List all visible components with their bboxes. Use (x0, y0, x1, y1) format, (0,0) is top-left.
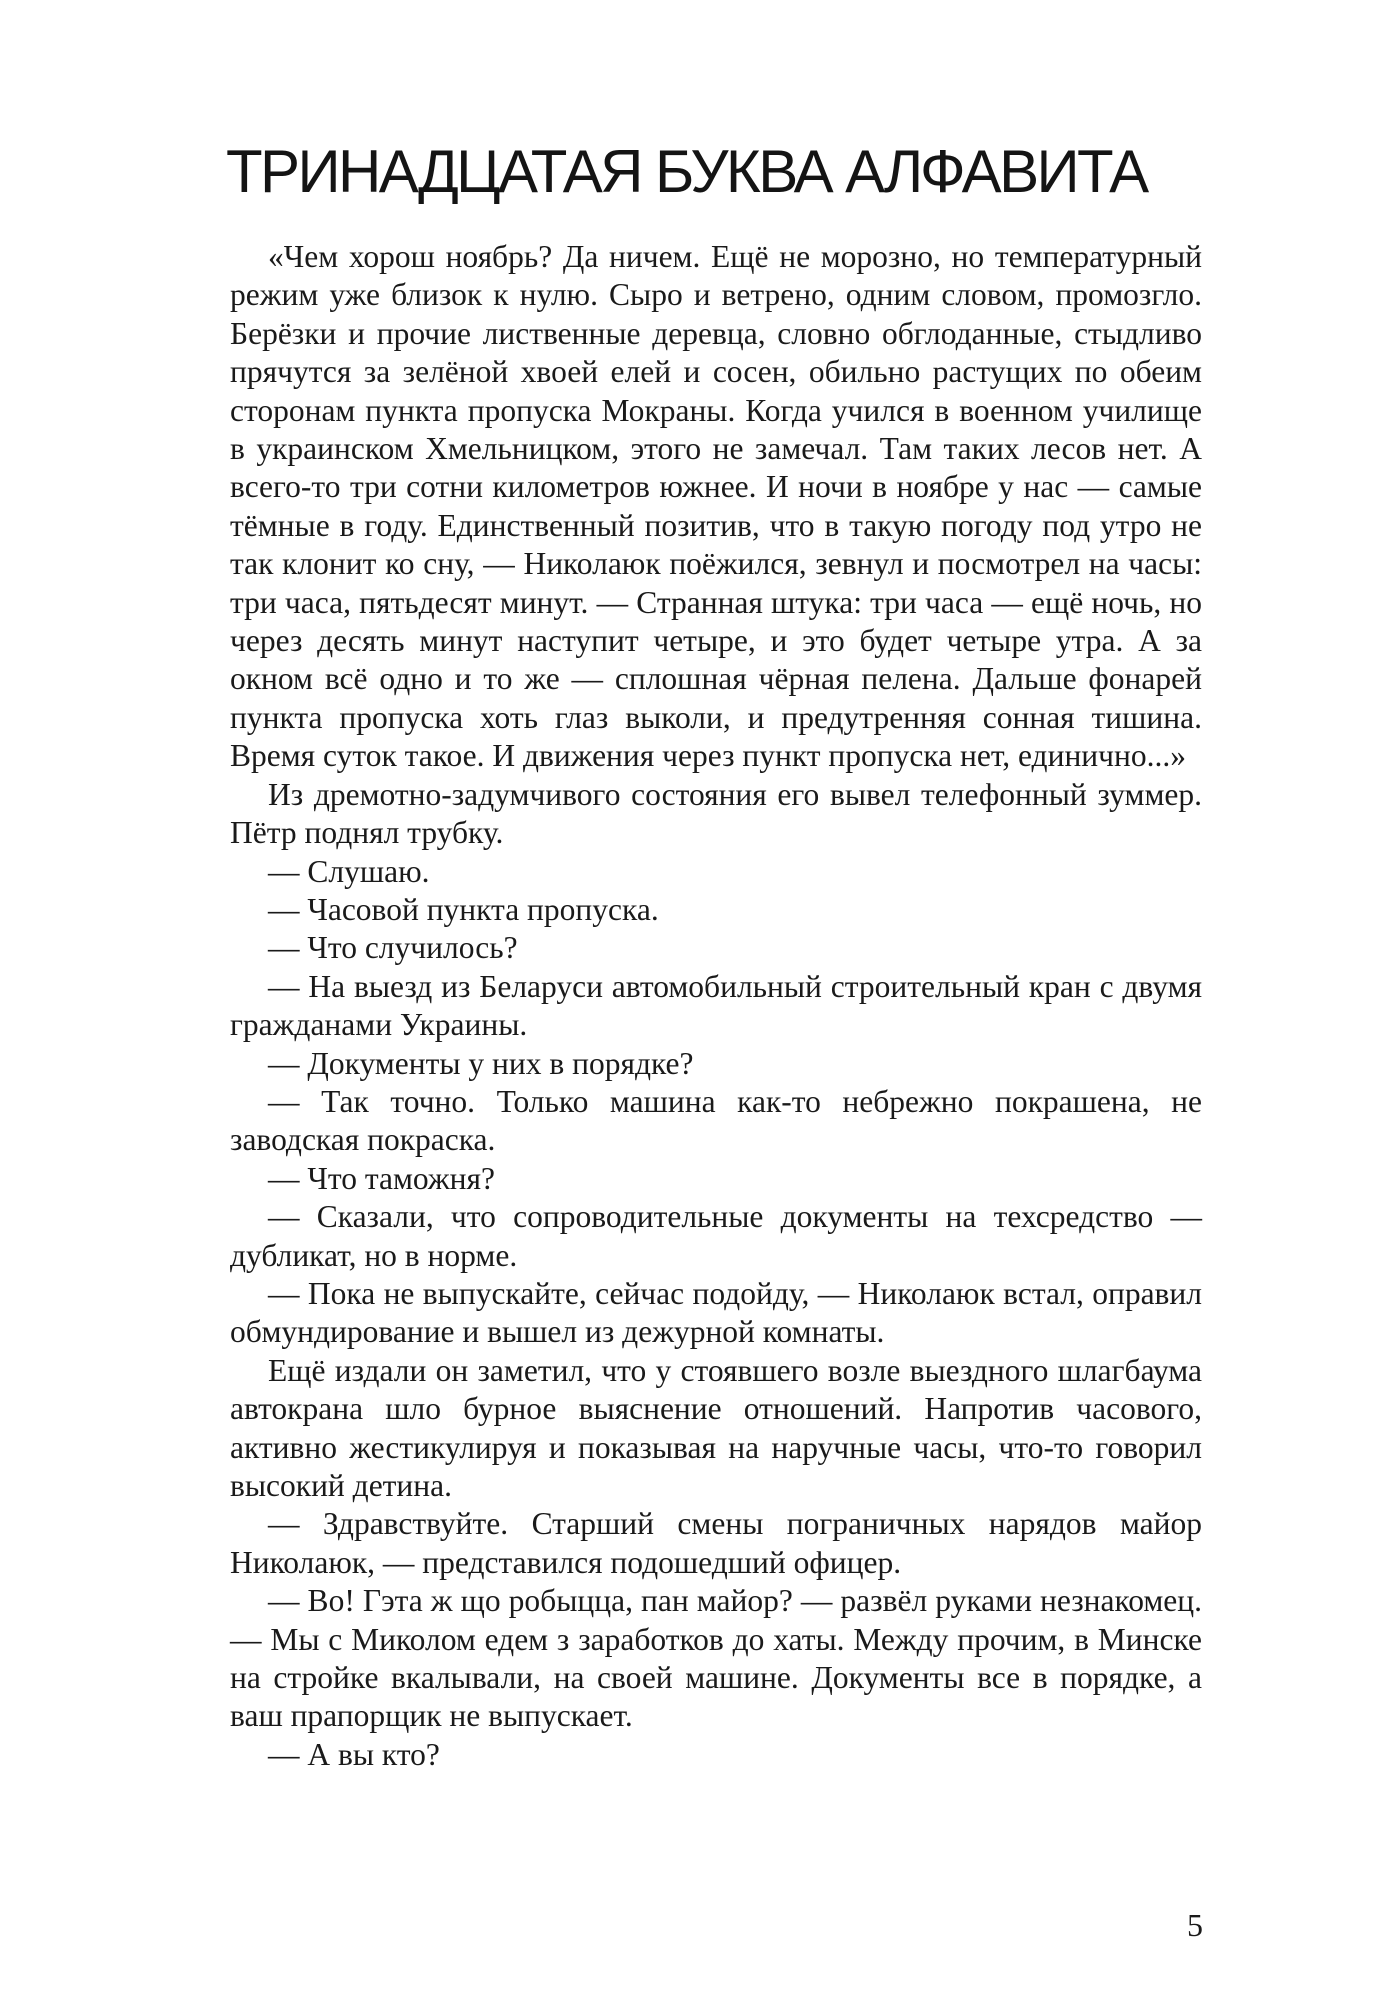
dialogue-line: — Документы у них в порядке? (268, 1045, 694, 1081)
dialogue-line: — Сказали, что сопроводительные документы на техсредство — дубликат, но в норме. (230, 1199, 1202, 1273)
dialogue-line: — Что случилось? (268, 930, 518, 966)
dialogue-line: — Слушаю. (268, 853, 430, 889)
paragraph: «Чем хорош ноябрь? Да ничем. Ещё не морозно, но температурный режим уже близок к нулю. Сыро и ветрено, одним словом, промозгло. Берёзки и прочие лиственные деревца, словно обглоданные, стыдливо прячутся за зелёной хвоей елей и сосен, обильно растущих по обеим сторонам пункта пропуска Мокраны. Когда учился в военном училище в украинском Хмельницком, этого не замечал. Там таких лесов нет. А всего-то три сотни километров южнее. И ночи в ноябре у нас — самые тёмные в году. Единственный позитив, что в такую погоду под утро не так клонит ко сну, — Николаюк поёжился, зевнул и посмотрел на часы: три часа, пятьдесят минут. — Странная штука: три часа — ещё ночь, но через десять минут наступит четыре, и это будет четыре утра. А за окном всё одно и то же — сплошная чёрная пелена. Дальше фонарей пункта пропуска хоть глаз выколи, и предутренняя сонная тишина. Время суток такое. И движения через пункт пропуска нет, единично...» (230, 239, 1202, 774)
dialogue-line: — На выезд из Беларуси автомобильный строительный кран с двумя гражданами Украины. (230, 968, 1202, 1043)
dialogue-line: — Что таможня? (268, 1160, 495, 1196)
chapter-text (230, 238, 1202, 1774)
paragraph: Ещё издали он заметил, что у стоявшего возле выездного шлагбаума автокрана шло бурное выяснение отношений. Напротив часового, активно жестикулируя и показывая на наручные часы, что-то говорил высокий детина. (230, 1352, 1202, 1503)
chapter-title: ТРИНАДЦАТАЯ БУКВА АЛФАВИТА (226, 138, 1147, 205)
paragraph: Из дремотно-задумчивого состояния его вывел телефонный зуммер. Пётр поднял трубку. (230, 776, 1202, 851)
dialogue-line: — Так точно. Только машина как-то небрежно покрашена, не заводская покраска. (230, 1083, 1202, 1158)
dialogue-line: — А вы кто? (268, 1736, 440, 1772)
page-number: 5 (1187, 1907, 1203, 1943)
dialogue-line: — Здравствуйте. Старший смены пограничных нарядов майор Николаюк, — представился подошедший офицер. (230, 1506, 1202, 1580)
dialogue-line: — Во! Гэта ж що робыцца, пан майор? — развёл руками незнакомец. — Мы с Миколом едем з заработков до хаты. Между прочим, в Минске на стройке вкалывали, на своей машине. Документы все в порядке, а ваш прапорщик не выпускает. (230, 1583, 1202, 1734)
dialogue-line: — Часовой пункта пропуска. (268, 891, 659, 927)
dialogue-line: — Пока не выпускайте, сейчас подойду, — Николаюк встал, оправил обмундирование и вышел из дежурной комнаты. (230, 1275, 1202, 1350)
